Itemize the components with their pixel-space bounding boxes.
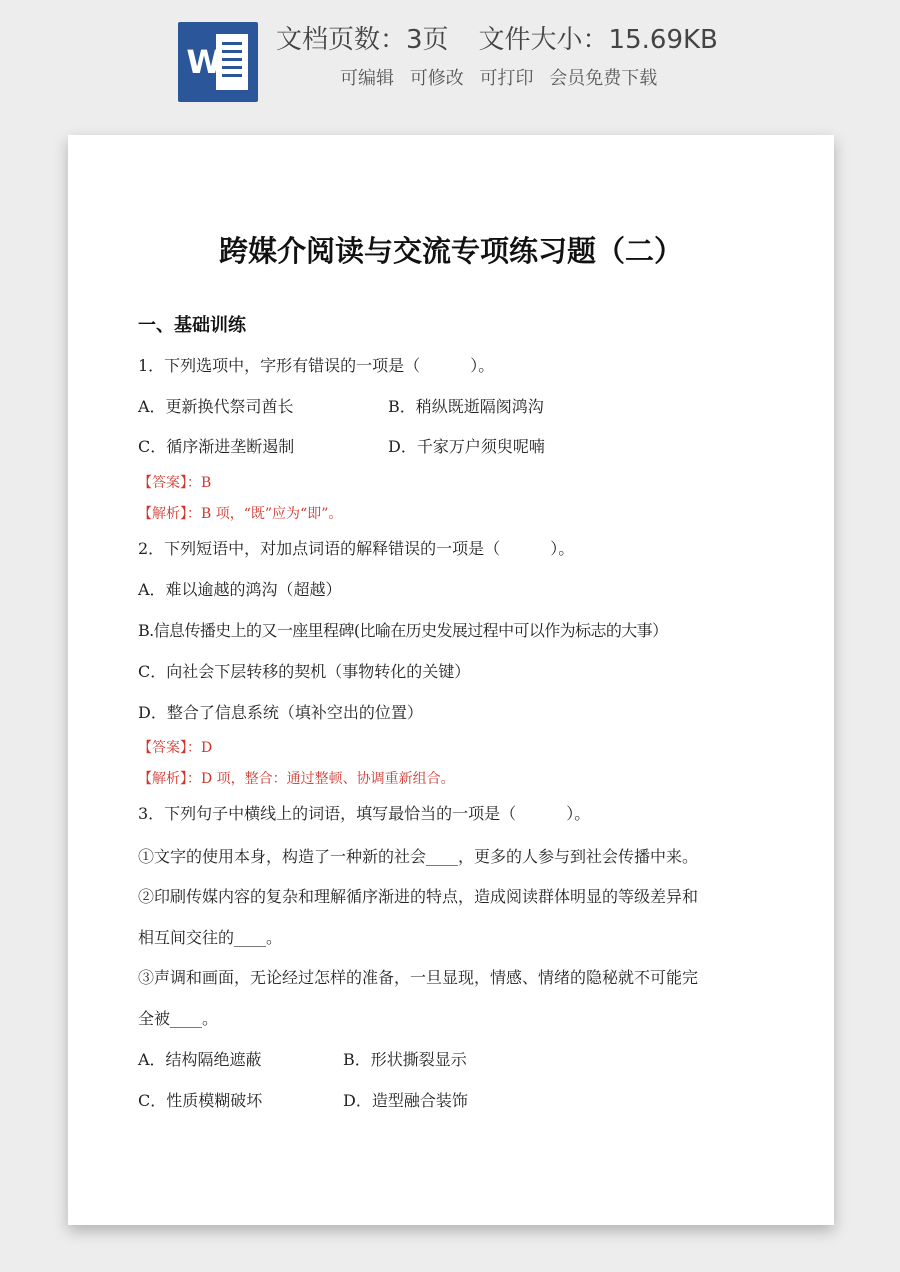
- analysis-1: 【解析】：B 项，“既”应为“即”。: [138, 506, 343, 522]
- question-2-option-b: B.信息传播史上的又一座里程碑(比喻在历史发展过程中可以作为标志的大事）: [138, 621, 668, 640]
- tag-printable: 可打印: [479, 68, 534, 89]
- question-2-option-a: A．难以逾越的鸿沟（超越）: [138, 580, 342, 599]
- option-b: B．形状撕裂显示: [343, 1050, 467, 1069]
- page-count: 文档页数：3页: [276, 25, 449, 55]
- word-letter: W: [186, 43, 222, 81]
- option-a: A．更新换代祭司酋长: [138, 397, 294, 416]
- download-banner: [0, 0, 900, 120]
- question-3-sentence-2b: 相互间交往的____。: [138, 928, 283, 947]
- option-d: D．造型融合装饰: [343, 1091, 468, 1110]
- option-c: C．循序渐进垄断遏制: [138, 437, 295, 456]
- answer-1: 【答案】：B: [138, 475, 212, 491]
- section-heading: 一、基础训练: [138, 315, 246, 336]
- word-document-icon: [178, 22, 258, 102]
- question-1-options-row2: [138, 434, 545, 460]
- feature-tags: [340, 66, 667, 92]
- question-3-stem: [138, 801, 590, 827]
- question-3-sentence-3a: ③声调和画面，无论经过怎样的准备，一旦显现，情感、情绪的隐秘就不可能完: [138, 968, 699, 987]
- document-page: [68, 135, 834, 1225]
- answer-2: 【答案】：D: [138, 740, 213, 756]
- option-a: A．结构隔绝遮蔽: [138, 1050, 262, 1069]
- tag-modifiable: 可修改: [409, 68, 464, 89]
- option-c: C．性质模糊破坏: [138, 1091, 263, 1110]
- question-3-text: 3．下列句子中横线上的词语，填写最恰当的一项是（: [138, 804, 517, 823]
- tag-member-download: 会员免费下载: [549, 68, 658, 89]
- question-1-options-row1: [138, 394, 544, 420]
- question-1-end: ）。: [470, 356, 495, 375]
- question-3-options-row2: [138, 1088, 468, 1114]
- question-2-option-d: D．整合了信息系统（填补空出的位置）: [138, 703, 423, 722]
- question-2-end: ）。: [550, 539, 575, 558]
- file-info: [276, 20, 718, 60]
- question-2-stem: [138, 536, 574, 562]
- question-3-sentence-1: ①文字的使用本身，构造了一种新的社会____，更多的人参与到社会传播中来。: [138, 847, 699, 866]
- option-b: B．稍纵既逝隔阂鸿沟: [388, 397, 544, 416]
- option-d: D．千家万户须臾呢喃: [388, 437, 545, 456]
- question-2-text: 2．下列短语中，对加点词语的解释错误的一项是（: [138, 539, 501, 558]
- question-3-sentence-2a: ②印刷传媒内容的复杂和理解循序渐进的特点，造成阅读群体明显的等级差异和: [138, 887, 699, 906]
- question-2-option-c: C．向社会下层转移的契机（事物转化的关键）: [138, 662, 471, 681]
- analysis-2: 【解析】：D 项，整合：通过整顿、协调重新组合。: [138, 771, 455, 787]
- question-1-text: 1．下列选项中，字形有错误的一项是（: [138, 356, 421, 375]
- question-3-options-row1: [138, 1047, 467, 1073]
- question-3-end: ）。: [566, 804, 591, 823]
- tag-editable: 可编辑: [340, 68, 394, 89]
- file-size: 文件大小：15.69KB: [478, 25, 718, 55]
- question-3-sentence-3b: 全被____。: [138, 1009, 219, 1028]
- document-title: 跨媒介阅读与交流专项练习题（二）: [218, 234, 683, 268]
- question-1-stem: [138, 353, 494, 379]
